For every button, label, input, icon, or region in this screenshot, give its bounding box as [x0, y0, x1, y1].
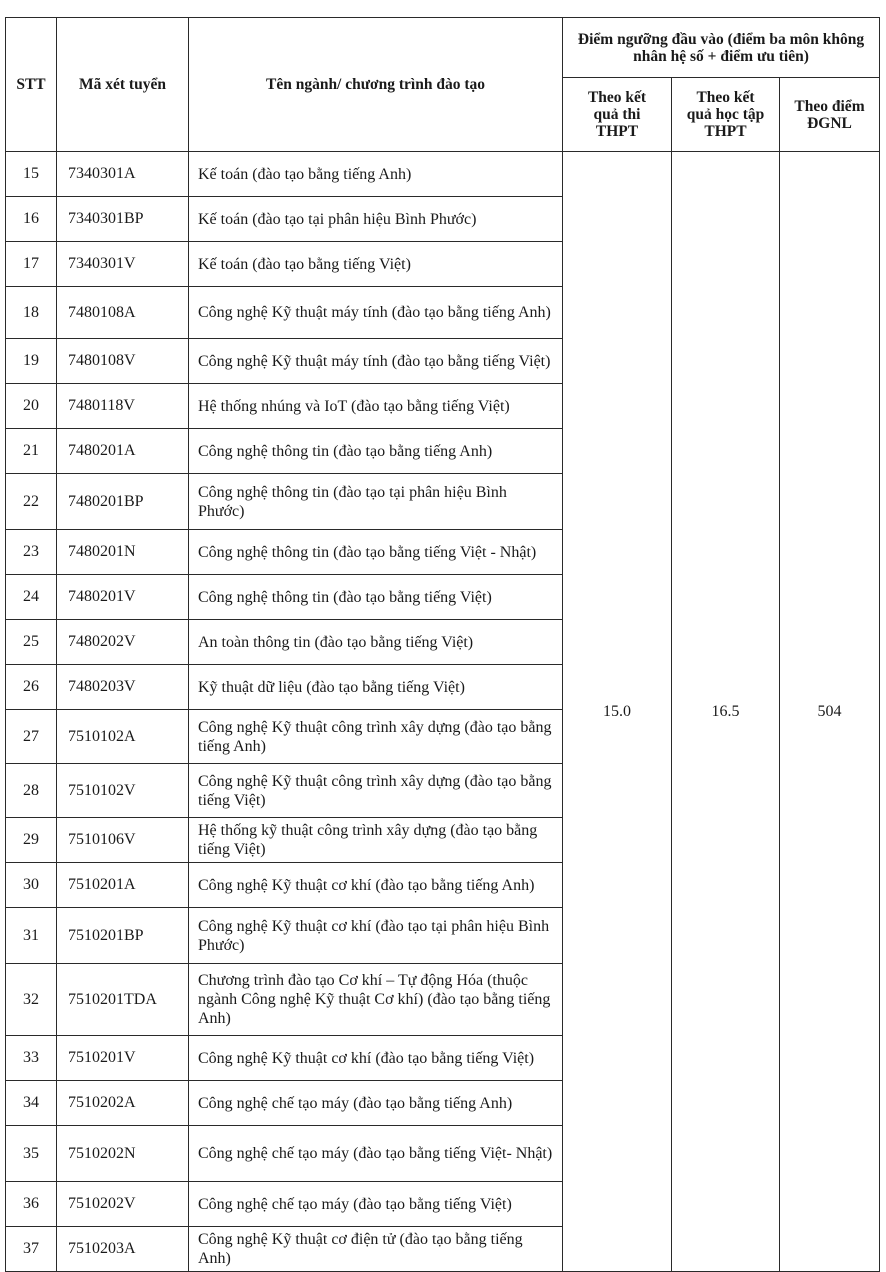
row-stt: 30 [6, 863, 57, 908]
row-code: 7480201BP [57, 474, 189, 530]
row-code: 7510202V [57, 1182, 189, 1227]
row-program-name: Kỹ thuật dữ liệu (đào tạo bằng tiếng Việt) [189, 665, 563, 710]
row-stt: 22 [6, 474, 57, 530]
row-program-name: Kế toán (đào tạo bằng tiếng Việt) [189, 242, 563, 287]
row-stt: 34 [6, 1081, 57, 1126]
row-code: 7510102V [57, 764, 189, 818]
row-program-name: Công nghệ chế tạo máy (đào tạo bằng tiếng Anh) [189, 1081, 563, 1126]
row-stt: 17 [6, 242, 57, 287]
row-code: 7480118V [57, 384, 189, 429]
row-stt: 27 [6, 710, 57, 764]
row-stt: 20 [6, 384, 57, 429]
row-stt: 29 [6, 818, 57, 863]
row-stt: 31 [6, 908, 57, 964]
row-stt: 21 [6, 429, 57, 474]
row-program-name: Hệ thống nhúng và IoT (đào tạo bằng tiếng Việt) [189, 384, 563, 429]
row-code: 7510202A [57, 1081, 189, 1126]
score-study-results: 16.5 [672, 152, 780, 1272]
row-stt: 32 [6, 964, 57, 1036]
row-program-name: Công nghệ chế tạo máy (đào tạo bằng tiếng Việt) [189, 1182, 563, 1227]
row-program-name: Công nghệ Kỹ thuật máy tính (đào tạo bằng tiếng Việt) [189, 339, 563, 384]
row-code: 7510201TDA [57, 964, 189, 1036]
row-code: 7340301V [57, 242, 189, 287]
row-program-name: Công nghệ Kỹ thuật cơ khí (đào tạo tại phân hiệu Bình Phước) [189, 908, 563, 964]
row-code: 7480108V [57, 339, 189, 384]
row-code: 7510202N [57, 1126, 189, 1182]
header-dgnl: Theo điểm ĐGNL [780, 78, 880, 152]
row-stt: 37 [6, 1227, 57, 1272]
row-program-name: An toàn thông tin (đào tạo bằng tiếng Việt) [189, 620, 563, 665]
row-program-name: Công nghệ thông tin (đào tạo bằng tiếng Việt - Nhật) [189, 530, 563, 575]
row-code: 7510201A [57, 863, 189, 908]
row-code: 7480201A [57, 429, 189, 474]
row-program-name: Kế toán (đào tạo bằng tiếng Anh) [189, 152, 563, 197]
row-program-name: Công nghệ thông tin (đào tạo bằng tiếng Anh) [189, 429, 563, 474]
row-program-name: Công nghệ Kỹ thuật cơ điện tử (đào tạo bằng tiếng Anh) [189, 1227, 563, 1272]
row-stt: 35 [6, 1126, 57, 1182]
row-stt: 19 [6, 339, 57, 384]
score-thpt: 15.0 [563, 152, 672, 1272]
row-program-name: Công nghệ thông tin (đào tạo tại phân hiệu Bình Phước) [189, 474, 563, 530]
row-program-name: Công nghệ Kỹ thuật công trình xây dựng (đào tạo bằng tiếng Anh) [189, 710, 563, 764]
row-stt: 36 [6, 1182, 57, 1227]
row-code: 7510201V [57, 1036, 189, 1081]
row-program-name: Chương trình đào tạo Cơ khí – Tự động Hóa (thuộc ngành Công nghệ Kỹ thuật Cơ khí) (đào tạo bằng tiếng Anh) [189, 964, 563, 1036]
row-stt: 23 [6, 530, 57, 575]
row-program-name: Công nghệ Kỹ thuật cơ khí (đào tạo bằng tiếng Việt) [189, 1036, 563, 1081]
row-stt: 26 [6, 665, 57, 710]
row-code: 7480108A [57, 287, 189, 339]
row-code: 7510106V [57, 818, 189, 863]
row-code: 7480202V [57, 620, 189, 665]
row-code: 7480201N [57, 530, 189, 575]
header-program-name: Tên ngành/ chương trình đào tạo [189, 18, 563, 152]
row-program-name: Công nghệ thông tin (đào tạo bằng tiếng Việt) [189, 575, 563, 620]
row-program-name: Công nghệ Kỹ thuật cơ khí (đào tạo bằng tiếng Anh) [189, 863, 563, 908]
row-program-name: Công nghệ chế tạo máy (đào tạo bằng tiếng Việt- Nhật) [189, 1126, 563, 1182]
row-program-name: Hệ thống kỹ thuật công trình xây dựng (đào tạo bằng tiếng Việt) [189, 818, 563, 863]
header-threshold-group: Điểm ngưỡng đầu vào (điểm ba môn không nhân hệ số + điểm ưu tiên) [563, 18, 880, 78]
table-row [6, 152, 880, 197]
row-code: 7510203A [57, 1227, 189, 1272]
row-stt: 16 [6, 197, 57, 242]
row-code: 7510201BP [57, 908, 189, 964]
header-thpt-exam: Theo kết quả thi THPT [563, 78, 672, 152]
score-dgnl: 504 [780, 152, 880, 1272]
row-code: 7480201V [57, 575, 189, 620]
row-stt: 24 [6, 575, 57, 620]
row-program-name: Công nghệ Kỹ thuật công trình xây dựng (đào tạo bằng tiếng Việt) [189, 764, 563, 818]
row-program-name: Kế toán (đào tạo tại phân hiệu Bình Phước) [189, 197, 563, 242]
row-code: 7480203V [57, 665, 189, 710]
row-code: 7340301A [57, 152, 189, 197]
row-stt: 33 [6, 1036, 57, 1081]
table-body [6, 152, 880, 1272]
row-code: 7510102A [57, 710, 189, 764]
row-stt: 18 [6, 287, 57, 339]
header-stt: STT [6, 18, 57, 152]
header-code: Mã xét tuyển [57, 18, 189, 152]
admission-threshold-table [5, 17, 880, 1272]
row-program-name: Công nghệ Kỹ thuật máy tính (đào tạo bằng tiếng Anh) [189, 287, 563, 339]
row-stt: 15 [6, 152, 57, 197]
header-study-results: Theo kết quả học tập THPT [672, 78, 780, 152]
row-stt: 28 [6, 764, 57, 818]
row-stt: 25 [6, 620, 57, 665]
row-code: 7340301BP [57, 197, 189, 242]
